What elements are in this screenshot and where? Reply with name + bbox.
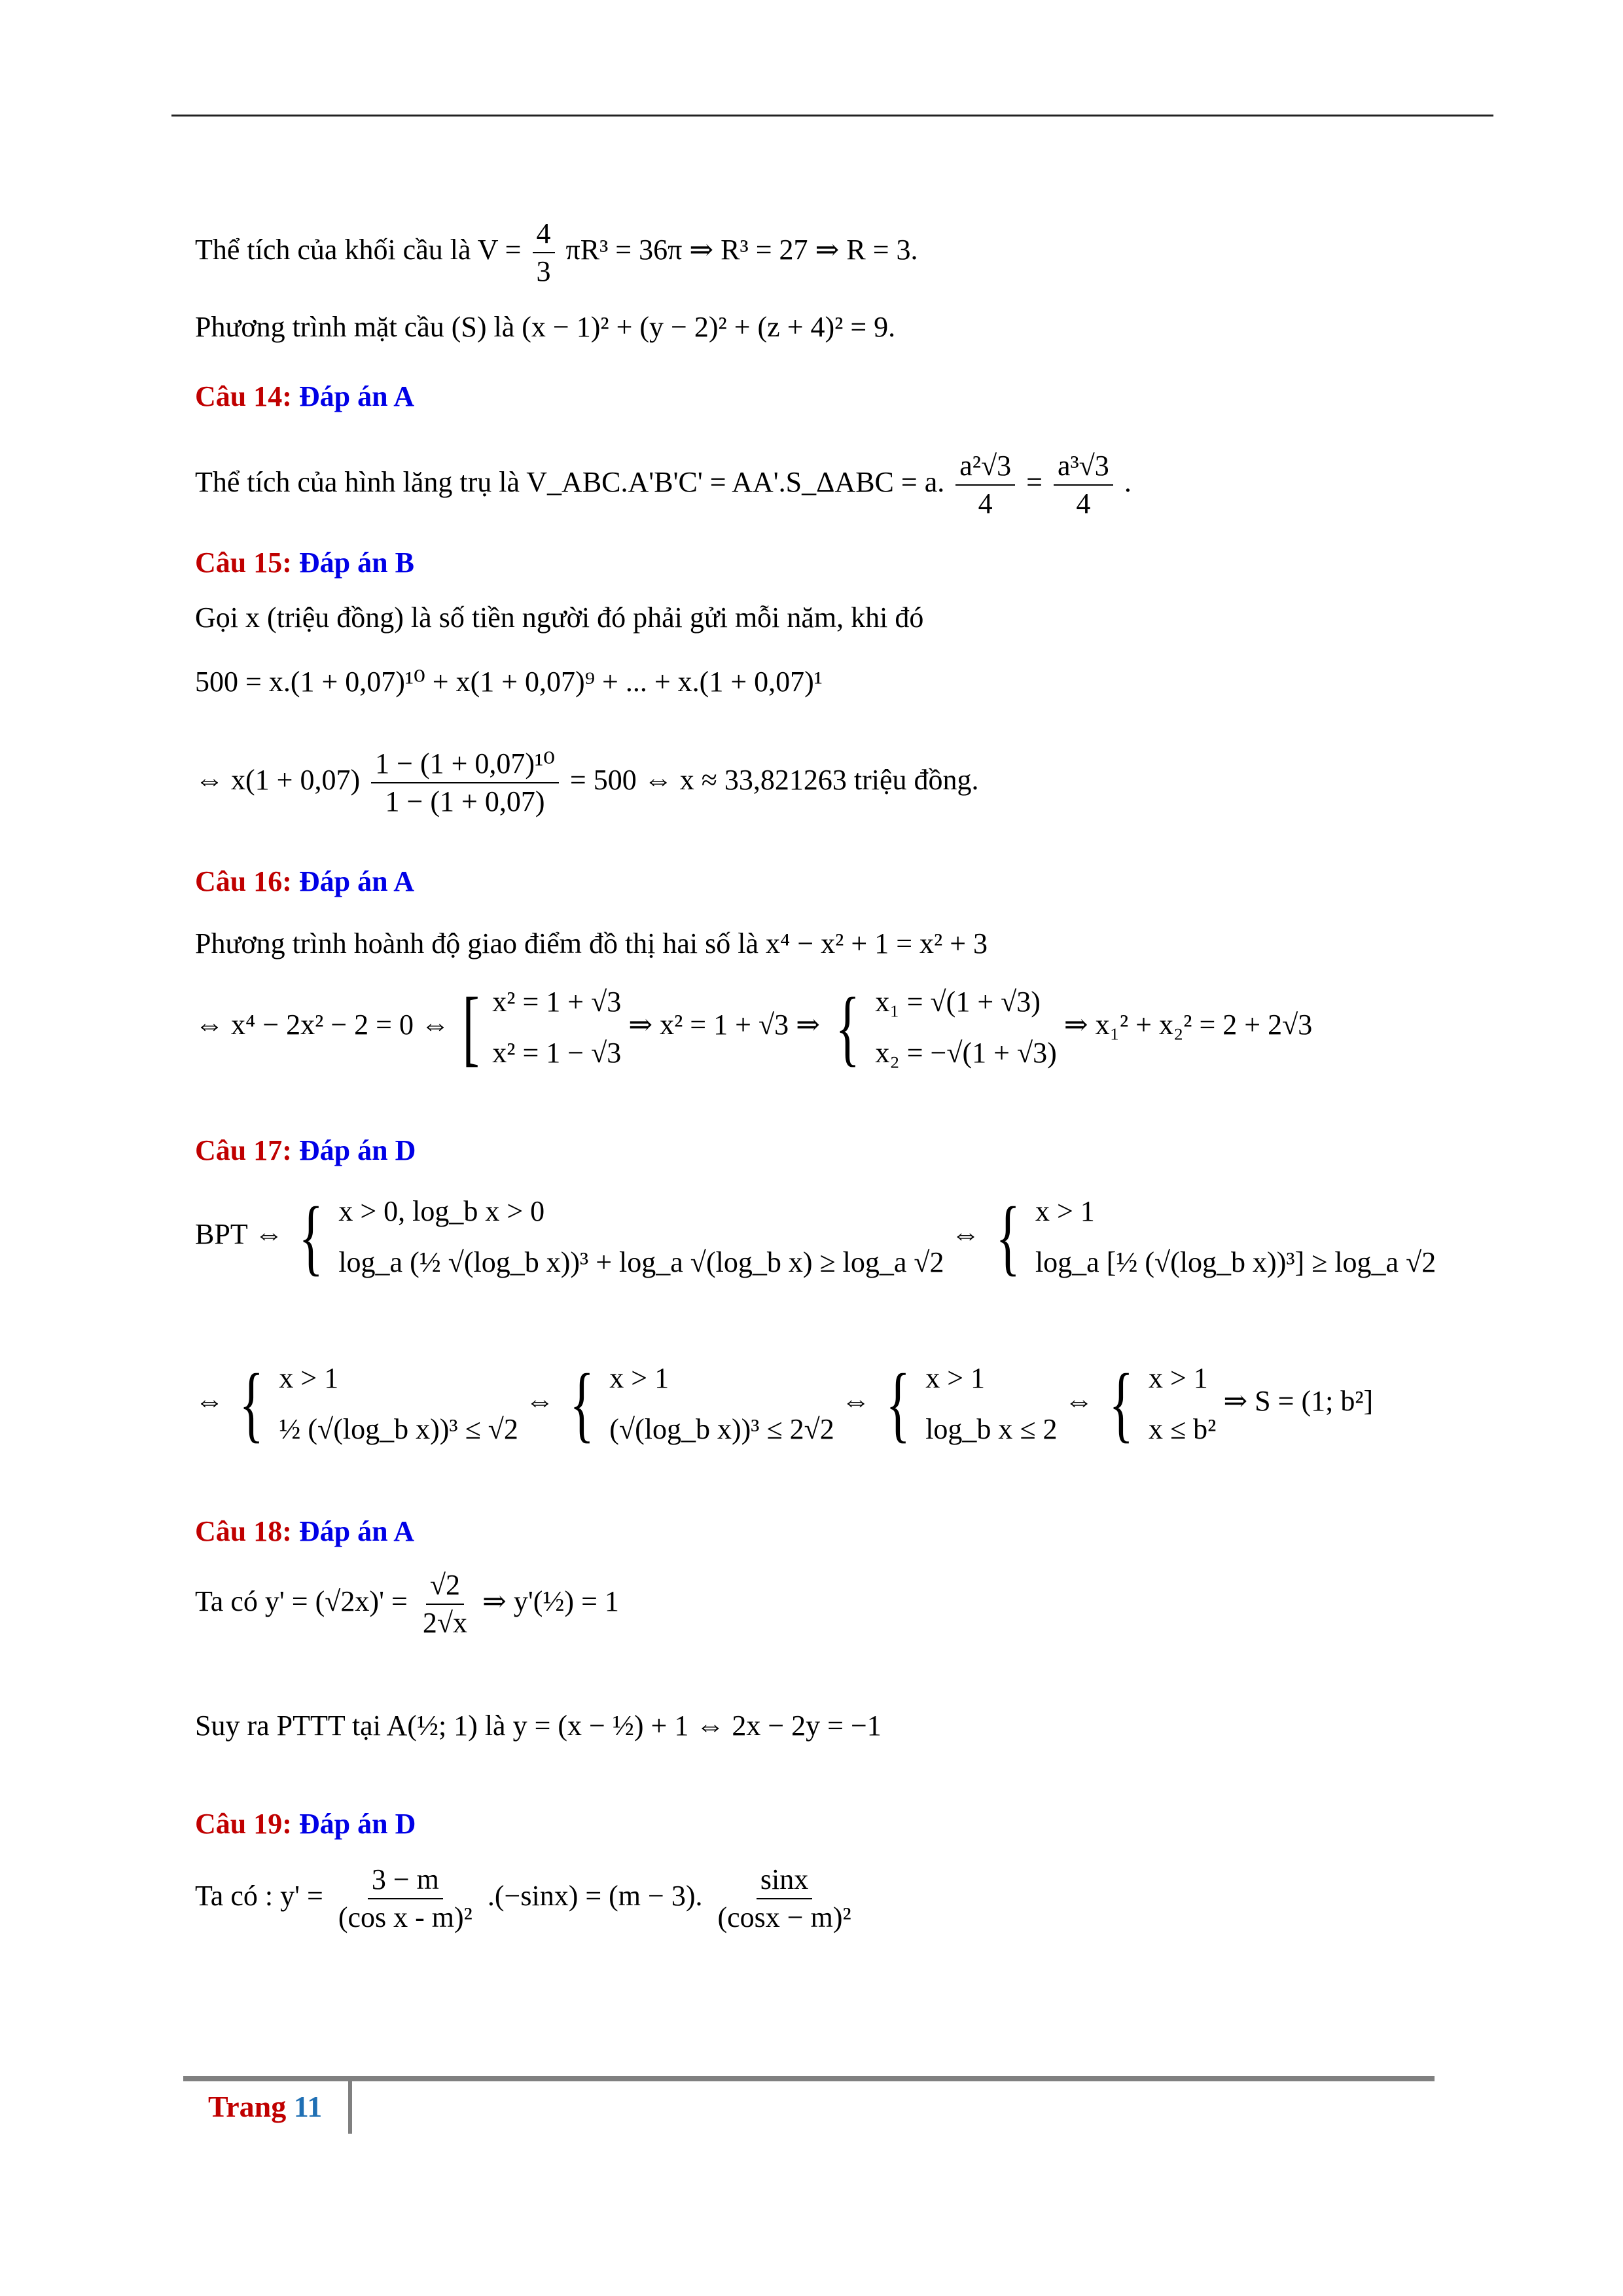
- footer-divider: [348, 2081, 352, 2134]
- prism-volume-text: Thể tích của hình lăng trụ là: [195, 466, 520, 499]
- footer-rule: [183, 2076, 1435, 2081]
- tangent-line: Suy ra PTTT tại A(½; 1) là y = (x − ½) + 1 ⇔ 2x − 2y = −1: [195, 1710, 882, 1742]
- inequality-line-1: BPT ⇔ { x > 0, log_b x > 0 log_a (½ √(log_b x))³ + log_a √(log_b x) ≥ log_a √2 ⇔ { x > 1 log_a [½ (√(log_b x))³] ≥ log_a √2: [195, 1190, 1436, 1284]
- question-15-heading: Câu 15: Đáp án B: [195, 547, 414, 579]
- question-19-heading: Câu 19: Đáp án D: [195, 1808, 416, 1840]
- cos-fraction-1: $\frac{3 - m}{\text{(cos x - m)²}}$: [338, 1863, 473, 1933]
- prism-fraction-1: $\frac{\text{a²√3}}{4}$: [955, 452, 1015, 518]
- savings-sum-line: 500 = x.(1 + 0,07)¹⁰ + x(1 + 0,07)⁹ + ... + x.(1 + 0,07)¹: [195, 666, 823, 698]
- intersection-equation-line: Phương trình hoành độ giao điểm đồ thị hai số là x⁴ − x² + 1 = x² + 3: [195, 927, 988, 960]
- inequality-system-6: x > 1 x ≤ b²: [1148, 1362, 1217, 1445]
- prism-volume-line: Thể tích của hình lăng trụ là V_ABC.A'B'C' = AA'.S_ΔABC = a. $\frac{\text{a²√3}}{4}$ = $\frac{\text{a³√3}}{4}$ .: [195, 450, 1132, 520]
- savings-solution-line: ⇔ x(1 + 0,07) $\frac{\text{1 − (1 + 0,07)¹⁰}}{1 - (1 + 0,07)}$ = 500 ⇔ x ≈ 33,821263 triệu đồng.: [195, 747, 979, 817]
- derivative-line: Ta có y' = (√2x)' = $\frac{√2}{2√x}$ ⇒ y'(½) = 1: [195, 1569, 619, 1639]
- sphere-equation-line: [195, 313, 895, 342]
- sphere-volume-math-a: V =: [477, 234, 522, 266]
- sphere-equation-text: Phương trình mặt cầu (S) là: [195, 311, 515, 343]
- header-rule: [171, 115, 1493, 117]
- cos-derivative-line: Ta có : y' = $\frac{3 - m}{\text{(cos x - m)²}}$ .(−sinx) = (m − 3). $\frac{\sin x}{\text{(cosx − m)²}}$: [195, 1865, 859, 1932]
- intersection-solution-line: ⇔ x⁴ − 2x² − 2 = 0 ⇔ [ x² = 1 + √3 x² = 1 − √3 ⇒ x² = 1 + √3 ⇒ { x₁ = √(1 + √3) x₂ = −√(1 + √3) ⇒ x₁² + x₂² = 2 + 2√3: [195, 980, 1313, 1075]
- cos-fraction-2: $\frac{\sin x}{\text{(cosx − m)²}}$: [717, 1863, 851, 1933]
- sphere-volume-text: Thể tích của khối cầu là: [195, 234, 471, 266]
- inequality-system-3: x > 1 ½ (√(log_b x))³ ≤ √2: [279, 1362, 518, 1445]
- fraction-4-3: $\frac{4}{3}$: [533, 219, 555, 286]
- derivative-fraction: $\frac{√2}{2√x}$: [422, 1569, 467, 1639]
- inequality-line-2: ⇔ { x > 1 ½ (√(log_b x))³ ≤ √2 ⇔ { x > 1 (√(log_b x))³ ≤ 2√2 ⇔ { x > 1 log_b x ≤ 2 ⇔ { x > 1 x ≤ b² ⇒ S = (1; b²]: [195, 1357, 1374, 1451]
- prism-volume-math: V_ABC.A'B'C' = AA'.S_ΔABC = a.: [526, 466, 945, 499]
- inequality-system-5: x > 1 log_b x ≤ 2: [925, 1362, 1058, 1445]
- sphere-volume-line: [195, 219, 918, 286]
- page-number: Trang 11: [208, 2090, 323, 2123]
- savings-intro-line: Gọi x (triệu đồng) là số tiền người đó phải gửi mỗi năm, khi đó: [195, 601, 924, 634]
- prism-fraction-2: $\frac{\text{a³√3}}{4}$: [1054, 452, 1113, 518]
- question-14-heading: Câu 14: Đáp án A: [195, 380, 414, 412]
- inequality-system-1: x > 0, log_b x > 0 log_a (½ √(log_b x))³ + log_a √(log_b x) ≥ log_a √2: [338, 1195, 944, 1278]
- question-18-heading: Câu 18: Đáp án A: [195, 1515, 414, 1547]
- question-16-heading: Câu 16: Đáp án A: [195, 865, 414, 897]
- geometric-sum-fraction: $\frac{\text{1 − (1 + 0,07)¹⁰}}{1 - (1 + 0,07)}$: [371, 749, 559, 816]
- sphere-equation-math: (x − 1)² + (y − 2)² + (z + 4)² = 9.: [522, 311, 896, 343]
- inequality-system-2: x > 1 log_a [½ (√(log_b x))³] ≥ log_a √2: [1035, 1195, 1436, 1278]
- inequality-system-4: x > 1 (√(log_b x))³ ≤ 2√2: [609, 1362, 834, 1445]
- question-17-heading: Câu 17: Đáp án D: [195, 1134, 416, 1166]
- sphere-volume-math-b: πR³ = 36π ⇒ R³ = 27 ⇒ R = 3.: [565, 234, 918, 266]
- case-system-1: x² = 1 + √3 x² = 1 − √3: [492, 986, 622, 1069]
- root-system: x₁ = √(1 + √3) x₂ = −√(1 + √3): [875, 986, 1057, 1069]
